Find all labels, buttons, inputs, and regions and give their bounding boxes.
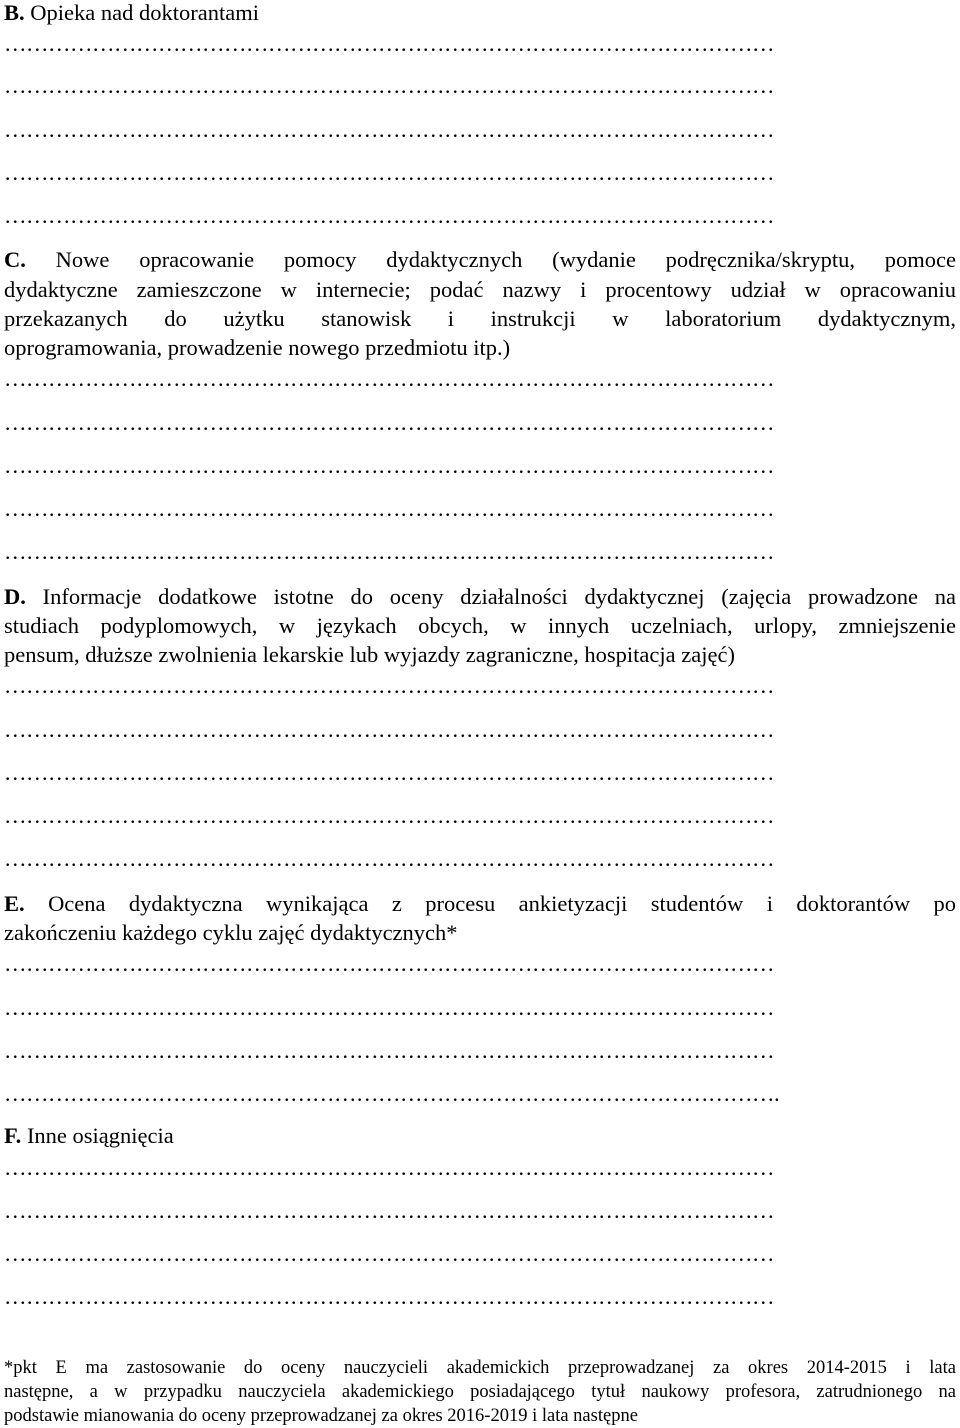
section-c-line-4: oprogramowania, prowadzenie nowego przedmiotu itp.)	[4, 335, 511, 360]
section-e-blank-line-2[interactable]: ……………………………………………………………………………………………	[4, 995, 774, 1020]
section-f-title: Inne osiągnięcia	[26, 1123, 174, 1148]
section-c-line-2: dydaktyczne zamieszczone w internecie; podać nazwy i procentowy udział w opracowaniu	[4, 277, 956, 302]
section-c-blank-line-3[interactable]: ……………………………………………………………………………………………	[4, 453, 774, 478]
section-c-blank-line-4[interactable]: ……………………………………………………………………………………………	[4, 496, 774, 521]
section-b-blank-line-3[interactable]: ……………………………………………………………………………………………	[4, 117, 774, 142]
section-e-blank-line-3[interactable]: ……………………………………………………………………………………………	[4, 1038, 774, 1063]
section-d-line-3: pensum, dłuższe zwolnienia lekarskie lub wyjazdy zagraniczne, hospitacja zajęć)	[4, 642, 735, 667]
section-e-blank-line-1[interactable]: ……………………………………………………………………………………………	[4, 951, 774, 976]
section-f-blank-line-1[interactable]: ……………………………………………………………………………………………	[4, 1155, 774, 1180]
section-b-blank-line-5[interactable]: ……………………………………………………………………………………………	[4, 203, 774, 228]
section-d-blank-line-4[interactable]: ……………………………………………………………………………………………	[4, 803, 774, 828]
section-e-line-1: E. Ocena dydaktyczna wynikająca z procesu ankietyzacji studentów i doktorantów po	[4, 891, 957, 916]
footnote-line-2: następne, a w przypadku nauczyciela akademickiego posiadającego tytuł naukowy profesora, zatrudnionego na	[4, 1382, 956, 1402]
section-d-blank-line-3[interactable]: ……………………………………………………………………………………………	[4, 760, 774, 785]
section-b-heading	[4, 0, 259, 26]
section-f-blank-line-2[interactable]: ……………………………………………………………………………………………	[4, 1198, 774, 1223]
section-c-blank-line-2[interactable]: ……………………………………………………………………………………………	[4, 410, 774, 435]
section-f-heading	[4, 1123, 174, 1149]
section-d-blank-line-1[interactable]: ……………………………………………………………………………………………	[4, 673, 774, 698]
section-f-blank-line-4[interactable]: ……………………………………………………………………………………………	[4, 1284, 774, 1309]
section-c-blank-line-5[interactable]: ……………………………………………………………………………………………	[4, 539, 774, 564]
section-f-letter: F.	[4, 1123, 22, 1148]
section-d-line-2: studiach podyplomowych, w językach obcych, w innych uczelniach, urlopy, zmniejszenie	[4, 613, 956, 638]
section-e-blank-line-4[interactable]: …………………………………………………………………………………………….	[4, 1081, 780, 1106]
section-c-line-1: C. Nowe opracowanie pomocy dydaktycznych (wydanie podręcznika/skryptu, pomoce	[4, 247, 957, 272]
section-e-line-2: zakończeniu każdego cyklu zajęć dydaktycznych*	[4, 920, 458, 945]
section-c-line-3: przekazanych do użytku stanowisk i instrukcji w laboratorium dydaktycznym,	[4, 306, 956, 331]
footnote-line-3: podstawie mianowania do oceny przeprowadzanej za okres 2016-2019 i lata następne	[4, 1406, 638, 1426]
footnote-line-1: *pkt E ma zastosowanie do oceny nauczycieli akademickich przeprowadzanej za okres 2014-2015 i lata	[4, 1358, 956, 1378]
section-d-blank-line-5[interactable]: ……………………………………………………………………………………………	[4, 846, 774, 871]
section-b-blank-line-2[interactable]: ……………………………………………………………………………………………	[4, 73, 774, 98]
section-c-blank-line-1[interactable]: ……………………………………………………………………………………………	[4, 366, 774, 391]
section-f-blank-line-3[interactable]: ……………………………………………………………………………………………	[4, 1241, 774, 1266]
section-b-letter: B.	[4, 0, 25, 25]
section-d-blank-line-2[interactable]: ……………………………………………………………………………………………	[4, 717, 774, 742]
section-d-line-1: D. Informacje dodatkowe istotne do oceny działalności dydaktycznej (zajęcia prowadzone na	[4, 584, 956, 609]
section-b-blank-line-4[interactable]: ……………………………………………………………………………………………	[4, 160, 774, 185]
section-d-letter: D.	[4, 584, 26, 609]
section-e-letter: E.	[4, 891, 25, 916]
section-c-letter: C.	[4, 247, 26, 272]
section-b-blank-line-1[interactable]: ……………………………………………………………………………………………	[4, 31, 774, 56]
section-b-title: Opieka nad doktorantami	[30, 0, 259, 25]
